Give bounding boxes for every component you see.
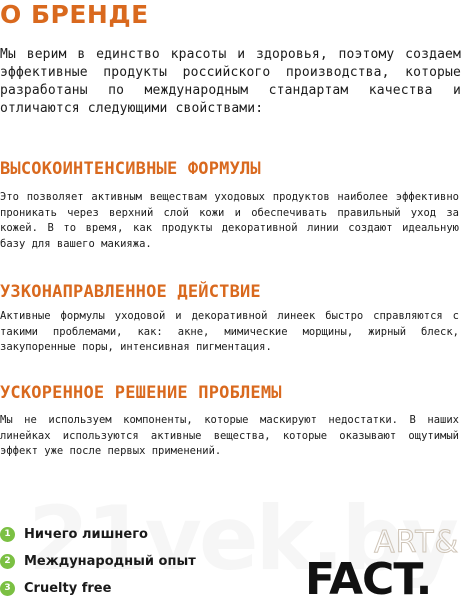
section-text-solution: Мы не используем компоненты, которые маскируют недостатки. В наших линейках используются активные вещества, которые оказывают ощутимый эффект уже после первых применений. <box>0 414 459 457</box>
section-text-action: Активные формулы уходовой и декоративной линеек быстро справляются с такими проблемами, как: акне, мимические морщины, жирный блеск, закупоренные поры, интенсивная пигментация. <box>0 310 459 353</box>
section-title-formulas: ВЫСОКОИНТЕНСИВНЫЕ ФОРМУЛЫ <box>0 159 261 179</box>
feature-label: Cruelty free <box>24 580 112 596</box>
feature-label: Ничего лишнего <box>24 526 148 542</box>
section-title-action: УЗКОНАПРАВЛЕННОЕ ДЕЙСТВИЕ <box>0 282 261 302</box>
page-title: О БРЕНДЕ <box>0 0 149 29</box>
number-badge-icon: 2 <box>0 554 15 569</box>
feature-item <box>0 550 196 572</box>
section-text-formulas: Это позволяет активным веществам уходовых продуктов наиболее эффективно проникать через верхний слой кожи и обеспечивать правильный уход за кожей. В то время, как продукты декоративной линии создают идеальную базу для вашего макияжа. <box>0 191 459 250</box>
brand-logo <box>305 525 463 605</box>
section-title-solution: УСКОРЕННОЕ РЕШЕНИЕ ПРОБЛЕМЫ <box>0 383 282 403</box>
feature-item <box>0 523 148 545</box>
feature-item <box>0 577 111 599</box>
number-badge-icon: 3 <box>0 581 15 596</box>
intro-paragraph: Мы верим в единство красоты и здоровья, поэтому создаем эффективные продукты российского производства, которые разработаны по международным стандартам качества и отличаются следующими свойствами: <box>0 47 461 116</box>
number-badge-icon: 1 <box>0 527 15 542</box>
logo-art-text: ART& <box>374 525 459 560</box>
logo-fact-text: FACT. <box>305 554 432 605</box>
feature-label: Международный опыт <box>24 553 196 569</box>
